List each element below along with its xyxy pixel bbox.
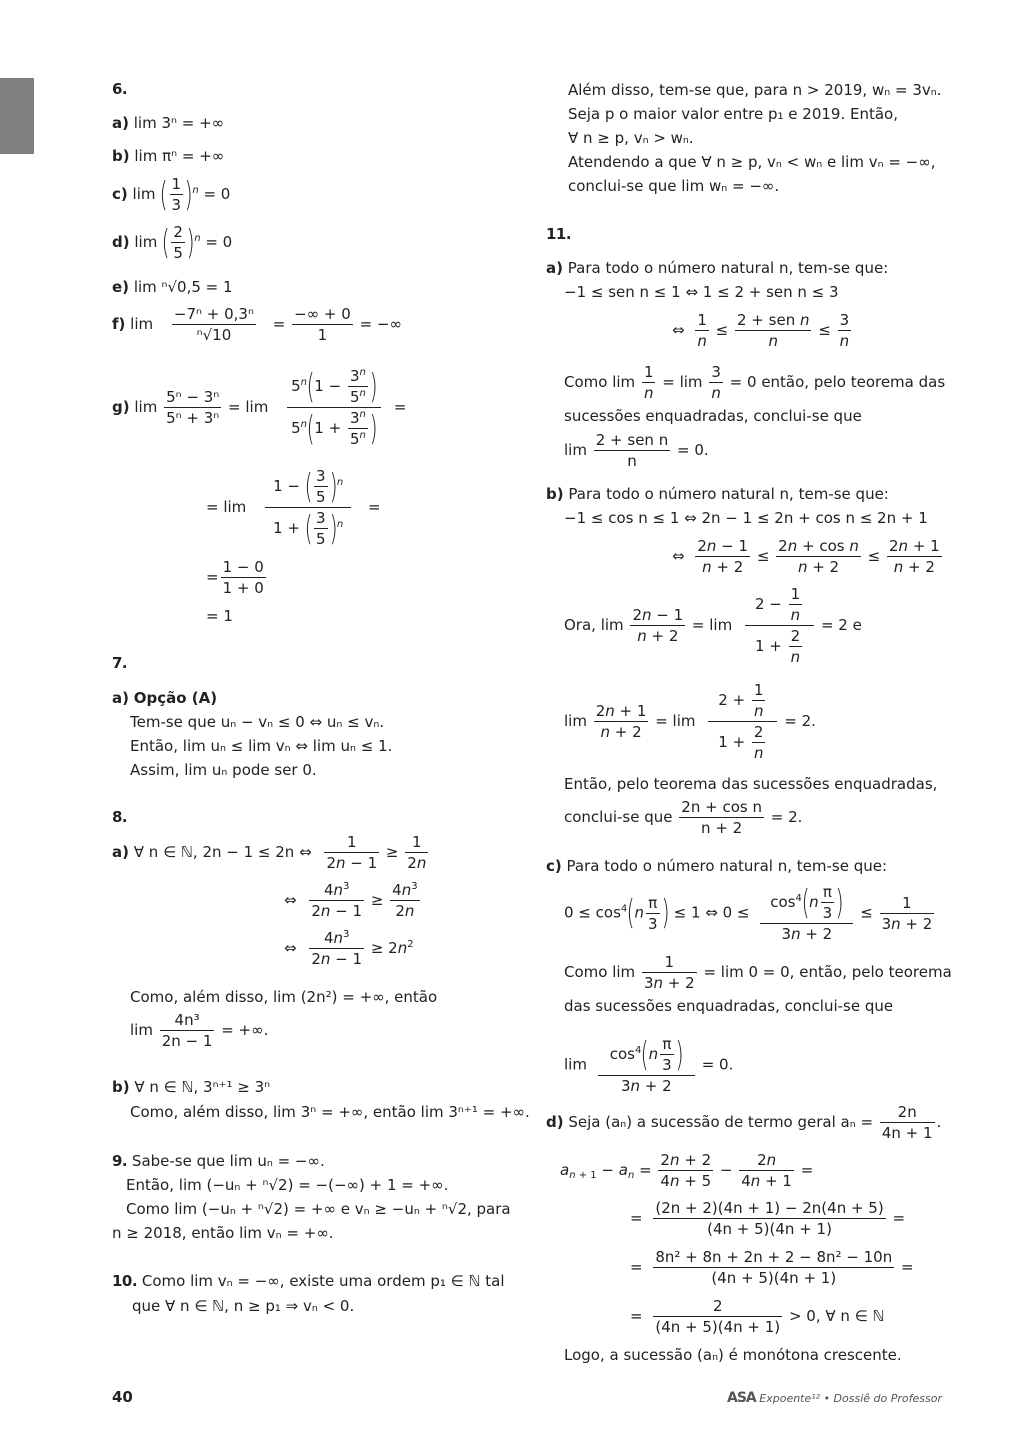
brand-tail: Expoente¹² • Dossiê do Professor [759, 1392, 942, 1405]
ex11-d: d) Seja (aₙ) a sucessão de termo geral aₙ = $\frac{2n}{4n + 1}$ . [546, 1103, 942, 1142]
ex11-d3: = $\frac{2}{(4n + 5)(4n + 1)}$ > 0, ∀ n ∈ ℕ [630, 1297, 885, 1336]
ex11-d2: = $\frac{\text{8n² + 8n + 2n + 2 − 8n² − 10n}}{(4n + 5)(4n + 1)}$ = [630, 1248, 914, 1287]
ex11-d1: = $\frac{(2n + 2)(4n + 1) - 2n(4n + 5)}{(4n + 5)(4n + 1)}$ = [630, 1199, 906, 1238]
ex11-b5: Então, pelo teorema das sucessões enquadradas, [564, 775, 938, 793]
ex10-r1: Além disso, tem-se que, para n > 2019, wₙ = 3vₙ. [568, 81, 942, 99]
ex11-b: b) Para todo o número natural n, tem-se que: [546, 485, 889, 503]
ex11-title: 11. [546, 225, 572, 243]
ex8-b2: Como, além disso, lim 3ⁿ = +∞, então lim 3ⁿ⁺¹ = +∞. [130, 1103, 530, 1121]
ex11-c4: das sucessões enquadradas, conclui-se que [564, 997, 894, 1015]
ex11-b3: Ora, lim $\frac{2n - 1}{n + 2}$ = lim 2 − $\frac{1}{n}$ 1 + $\frac{2}{n}$ = 2 e [564, 585, 862, 666]
ex10-line1: 10. Como lim vₙ = −∞, existe uma ordem p₁ ∈ ℕ tal [112, 1272, 505, 1290]
ex7-line2: Então, lim uₙ ≤ lim vₙ ⇔ lim uₙ ≤ 1. [130, 737, 393, 755]
ex10-r5: conclui-se que lim wₙ = −∞. [568, 177, 780, 195]
ex6-a: a) lim 3ⁿ = +∞ [112, 114, 225, 132]
ex10-r4: Atendendo a que ∀ n ≥ p, vₙ < wₙ e lim vₙ = −∞, [568, 153, 936, 171]
ex6-b: b) lim πⁿ = +∞ [112, 147, 225, 165]
ex10-r3: ∀ n ≥ p, vₙ > wₙ. [568, 129, 694, 147]
ex7-line1: Tem-se que uₙ − vₙ ≤ 0 ⇔ uₙ ≤ vₙ. [130, 713, 385, 731]
ex8-a-step3: ⇔ $\frac{4n^3}{2n - 1}$ ≥ $2n^2$ [284, 929, 414, 968]
ex9-line3: Como lim (−uₙ + ⁿ√2) = +∞ e vₙ ≥ −uₙ + ⁿ√2, para [126, 1200, 511, 1218]
ex9-line2: Então, lim (−uₙ + ⁿ√2) = −(−∞) + 1 = +∞. [126, 1176, 449, 1194]
ex11-a4: sucessões enquadradas, conclui-se que [564, 407, 862, 425]
ex7-a: a) Opção (A) [112, 689, 218, 707]
ex9-line1: 9. Sabe-se que lim uₙ = −∞. [112, 1152, 325, 1170]
ex8-a: a) ∀ n ∈ ℕ, 2n − 1 ≤ 2n ⇔ $\frac{1}{2n - 1}$ ≥ $\frac{1}{2n}$ [112, 833, 427, 872]
ex6-d: d) lim ( $\frac{2}{5}$ )$^n$ = 0 [112, 222, 233, 263]
ex8-title: 8. [112, 808, 128, 826]
ex11-b1: −1 ≤ cos n ≤ 1 ⇔ 2n − 1 ≤ 2n + cos n ≤ 2n + 1 [564, 509, 928, 527]
brand-logo: ASA [727, 1390, 756, 1406]
ex11-d4: Logo, a sucessão (aₙ) é monótona crescente. [564, 1346, 902, 1364]
page-tab-marker [0, 78, 34, 154]
ex8-a-step2: ⇔ $\frac{4n^3}{2n - 1}$ ≥ $\frac{4n^3}{2n}$ [284, 881, 418, 920]
ex6-g-line2: = lim 1 − ( $\frac{3}{5}$ )$^n$ 1 + ( $\frac{3}{5}$ )$^n$ = [206, 466, 381, 549]
ex8-c1: Como, além disso, lim (2n²) = +∞, então [130, 988, 438, 1006]
ex10-line2: que ∀ n ∈ ℕ, n ≥ p₁ ⇒ vₙ < 0. [132, 1297, 355, 1315]
ex11-a1: −1 ≤ sen n ≤ 1 ⇔ 1 ≤ 2 + sen n ≤ 3 [564, 283, 839, 301]
ex6-e: e) lim ⁿ√0,5 = 1 [112, 278, 233, 296]
ex8-b: b) ∀ n ∈ ℕ, 3ⁿ⁺¹ ≥ 3ⁿ [112, 1078, 271, 1096]
ex11-a2: ⇔ $\frac{1}{n}$ ≤ $\frac{\text{2 + sen n}}{n}$ ≤ $\frac{3}{n}$ [672, 311, 850, 350]
ex6-c: c) lim ( $\frac{1}{3}$ )$^n$ = 0 [112, 174, 231, 215]
page-number: 40 [112, 1388, 133, 1406]
ex11-a3: Como lim $\frac{1}{n}$ = lim $\frac{3}{n}$ = 0 então, pelo teorema das [564, 363, 946, 402]
ex11-b6: conclui-se que $\frac{\text{2n + cos n}}{n + 2}$ = 2. [564, 798, 803, 837]
footer-brand [727, 1390, 942, 1406]
ex6-f: f) lim $\frac{\text{−7ⁿ + 0,3ⁿ}}{\text{ⁿ√10}}$ = $\frac{-\infty + 0}{1}$ = −∞ [112, 305, 402, 344]
ex7-title: 7. [112, 654, 128, 672]
ex11-c3: Como lim $\frac{1}{3n + 2}$ = lim 0 = 0, então, pelo teorema [564, 953, 952, 992]
ex11-c: c) Para todo o número natural n, tem-se que: [546, 857, 888, 875]
ex10-r2: Seja p o maior valor entre p₁ e 2019. Então, [568, 105, 899, 123]
ex6-title: 6. [112, 80, 128, 98]
ex6-g-line4: = 1 [206, 607, 233, 625]
ex11-a: a) Para todo o número natural n, tem-se que: [546, 259, 889, 277]
ex8-c2: lim $\frac{\text{4n³}}{2n - 1}$ = +∞. [130, 1011, 269, 1050]
ex11-b4: lim $\frac{2n + 1}{n + 2}$ = lim 2 + $\frac{1}{n}$ 1 + $\frac{2}{n}$ = 2. [564, 681, 816, 762]
ex11-d0: $a_{n + 1} - a_n$ = $\frac{2n + 2}{4n + 5}$ − $\frac{2n}{4n + 1}$ = [560, 1151, 814, 1190]
ex11-c2: $0 \le \cos^4(n$ $\frac{\pi}{3}$ ) ≤ 1 ⇔ 0 ≤ $\cos^4(n$ $\frac{\pi}{3}$ ) 3n + 2 ≤ $\frac{1}{3n + 2}$ [564, 882, 933, 943]
ex7-line3: Assim, lim uₙ pode ser 0. [130, 761, 317, 779]
ex6-g-line3: = $\frac{1 - 0}{1 + 0}$ [206, 558, 264, 597]
ex11-a5: lim $\frac{\text{2 + sen n}}{n}$ = 0. [564, 431, 709, 470]
ex6-g: g) lim $\frac{\text{5ⁿ − 3ⁿ}}{\text{5ⁿ + 3ⁿ}}$ = lim $5^n(1$ − $\frac{3^n}{5^n}$ ) $5^n(1$ + $\frac{3^n}{5^n}$ ) = [112, 366, 407, 449]
ex11-c5: lim $\cos^4(n$ $\frac{\pi}{3}$ ) 3n + 2 = 0. [564, 1034, 734, 1095]
ex11-b2: ⇔ $\frac{2n - 1}{n + 2}$ ≤ $\frac{\text{2n + cos n}}{n + 2}$ ≤ $\frac{2n + 1}{n + 2}$ [672, 537, 940, 576]
ex9-line4: n ≥ 2018, então lim vₙ = +∞. [112, 1224, 334, 1242]
